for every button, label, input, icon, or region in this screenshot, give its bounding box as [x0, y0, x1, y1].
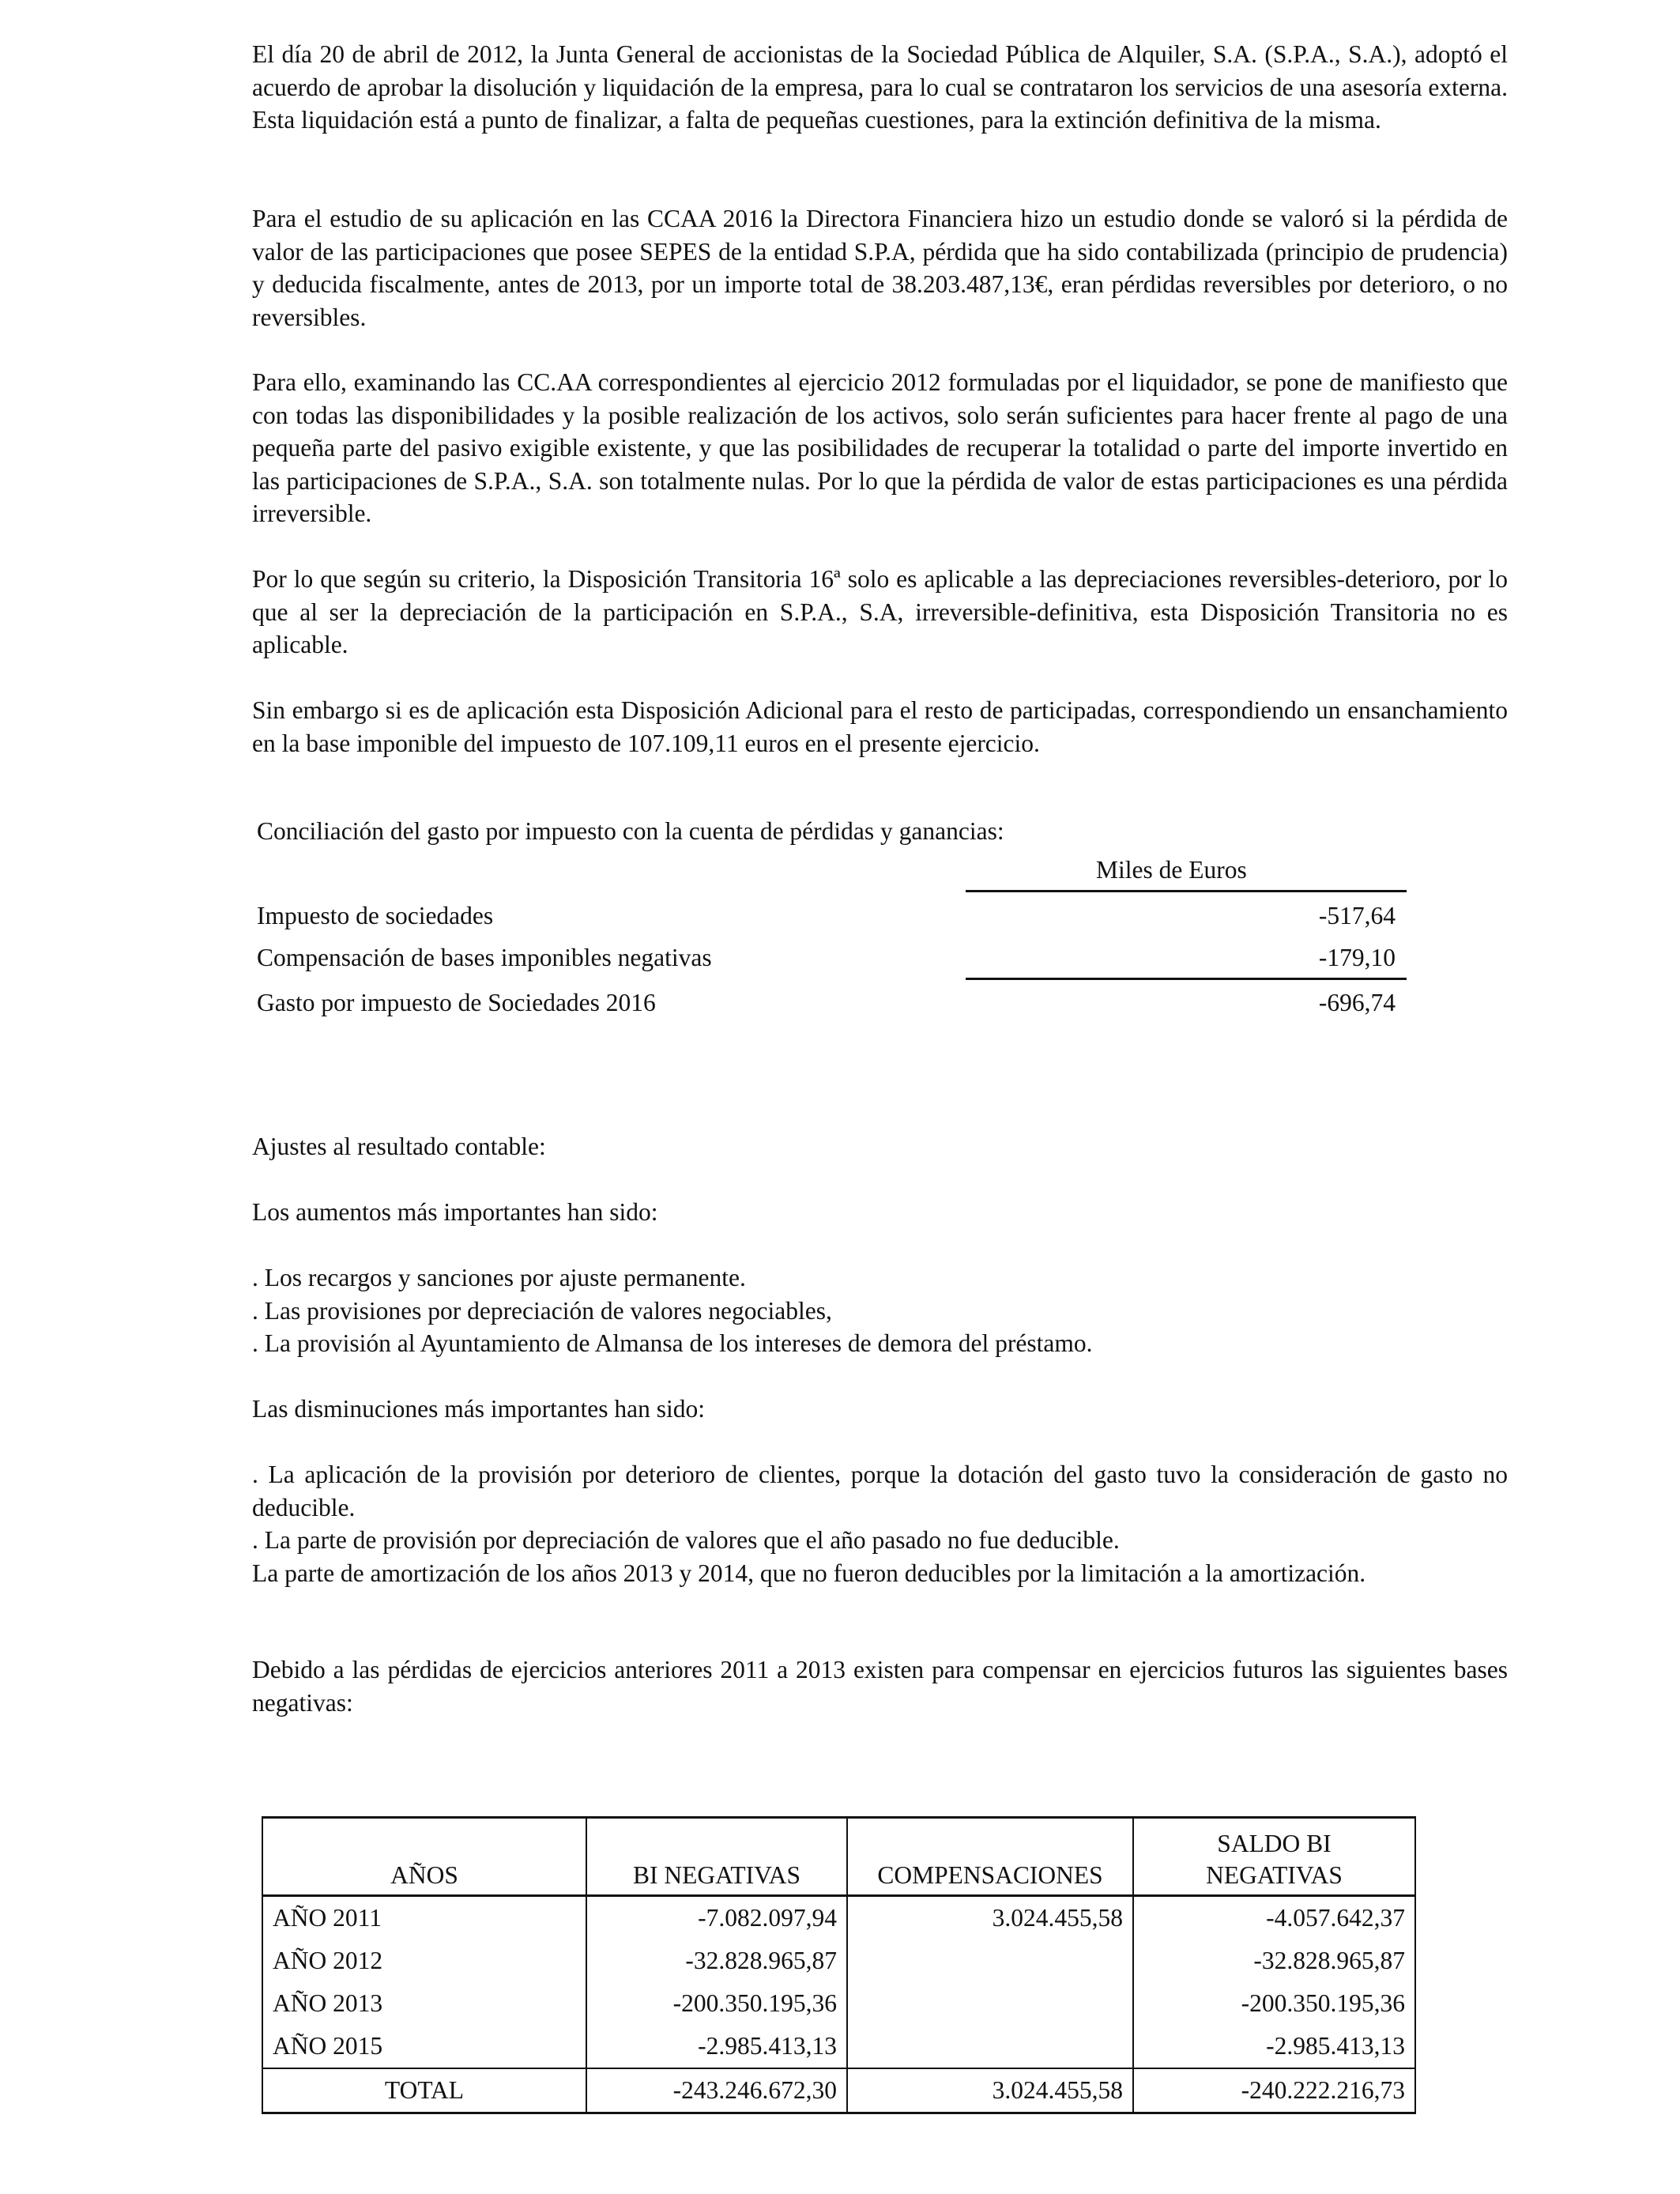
paragraph-liquidation: El día 20 de abril de 2012, la Junta General de accionistas de la Sociedad Pública de Alquiler, S.A. (S.P.A., S.A.), adoptó el acuerdo de aprobar la disolución y liquidación de la empresa, para lo cual se contrataron los servicios de una asesoría externa. Esta liquidación está a punto de finalizar, a falta de pequeñas cuestiones, para la extinción definitiva de la misma.: [252, 40, 1508, 134]
paragraph-application: Sin embargo si es de aplicación esta Disposición Adicional para el resto de participadas, correspondiendo un ensanchamiento en la base imponible del impuesto de 107.109,11 euros en el presente ejercicio.: [252, 696, 1508, 757]
conciliation-row-label: Impuesto de sociedades: [257, 902, 494, 929]
col-header-bi-negativas: BI NEGATIVAS: [586, 1818, 847, 1896]
adjustments-heading: Ajustes al resultado contable:: [252, 1133, 546, 1160]
conciliation-subtotal-rule: [966, 978, 1407, 980]
list-item: . La aplicación de la provisión por deterioro de clientes, porque la dotación del gasto tuvo la consideración de gasto no deducible.: [252, 1461, 1508, 1521]
conciliation-total-value: -696,74: [1318, 989, 1396, 1016]
conciliation-row-label: Compensación de bases imponibles negativas: [257, 944, 712, 971]
col-header-saldo-line1: SALDO BI: [1217, 1830, 1332, 1857]
cell-comp: [847, 1940, 1133, 1982]
col-header-saldo: [1133, 1818, 1415, 1896]
table-row: [262, 1896, 1415, 1940]
conciliation-row-value: -179,10: [1318, 944, 1396, 971]
cell-saldo: -200.350.195,36: [1133, 1982, 1415, 2025]
col-header-saldo-line2: NEGATIVAS: [1206, 1861, 1343, 1889]
cell-comp: [847, 1982, 1133, 2025]
paragraph-analysis: Para ello, examinando las CC.AA correspondientes al ejercicio 2012 formuladas por el liquidador, se pone de manifiesto que con todas las disponibilidades y la posible realización de los activos, solo serán suficientes para hacer frente al pago de una pequeña parte del pasivo exigible existente, y que las posibilidades de recuperar la totalidad o parte del importe invertido en las participaciones de S.P.A., S.A. son totalmente nulas. Por lo que la pérdida de valor de estas participaciones es una pérdida irreversible.: [252, 368, 1508, 527]
table-header-row: [262, 1818, 1415, 1896]
cell-year: AÑO 2015: [262, 2025, 586, 2068]
conciliation-title: Conciliación del gasto por impuesto con la cuenta de pérdidas y ganancias:: [257, 817, 1004, 845]
list-item: . Los recargos y sanciones por ajuste permanente.: [252, 1264, 746, 1291]
bases-intro: Debido a las pérdidas de ejercicios anteriores 2011 a 2013 existen para compensar en ejercicios futuros las siguientes bases negativas:: [252, 1656, 1508, 1717]
list-item: . La provisión al Ayuntamiento de Almansa de los intereses de demora del préstamo.: [252, 1329, 1093, 1357]
list-item: . Las provisiones por depreciación de valores negociables,: [252, 1296, 832, 1325]
cell-saldo: -4.057.642,37: [1133, 1896, 1415, 1940]
increases-heading: Los aumentos más importantes han sido:: [252, 1198, 658, 1226]
conciliation-total-label: Gasto por impuesto de Sociedades 2016: [257, 989, 656, 1016]
cell-comp: 3.024.455,58: [847, 1896, 1133, 1940]
list-item: La parte de amortización de los años 2013 y 2014, que no fueron deducibles por la limitación a la amortización.: [252, 1559, 1366, 1587]
decreases-heading: Las disminuciones más importantes han sido:: [252, 1395, 706, 1423]
table-row: [262, 1982, 1415, 2025]
table-total-row: [262, 2068, 1415, 2113]
conciliation-row-value: -517,64: [1318, 902, 1396, 929]
cell-total-comp: 3.024.455,58: [847, 2068, 1133, 2113]
col-header-compensaciones: COMPENSACIONES: [847, 1818, 1133, 1896]
cell-saldo: -32.828.965,87: [1133, 1940, 1415, 1982]
cell-total-label: TOTAL: [262, 2068, 586, 2113]
conciliation-unit-header: Miles de Euros: [1096, 856, 1247, 884]
cell-bi: -2.985.413,13: [586, 2025, 847, 2068]
cell-year: AÑO 2011: [262, 1896, 586, 1940]
bases-table: [262, 1816, 1416, 2114]
paragraph-criterion: Por lo que según su criterio, la Disposición Transitoria 16ª solo es aplicable a las depreciaciones reversibles-deterioro, por lo que al ser la depreciación de la participación en S.P.A., S.A, irreversible-definitiva, esta Disposición Transitoria no es aplicable.: [252, 565, 1508, 658]
cell-bi: -7.082.097,94: [586, 1896, 847, 1940]
list-item: . La parte de provisión por depreciación de valores que el año pasado no fue deducible.: [252, 1526, 1120, 1554]
increases-list: [252, 1261, 1508, 1360]
table-row: [262, 2025, 1415, 2068]
cell-comp: [847, 2025, 1133, 2068]
cell-total-bi: -243.246.672,30: [586, 2068, 847, 2113]
col-header-years: AÑOS: [262, 1818, 586, 1896]
cell-bi: -32.828.965,87: [586, 1940, 847, 1982]
conciliation-header-rule: [966, 890, 1407, 892]
paragraph-study: Para el estudio de su aplicación en las CCAA 2016 la Directora Financiera hizo un estudio donde se valoró si la pérdida de valor de las participaciones que posee SEPES de la entidad S.P.A, pérdida que ha sido contabilizada (principio de prudencia) y deducida fiscalmente, antes de 2013, por un importe total de 38.203.487,13€, eran pérdidas reversibles por deterioro, o no reversibles.: [252, 205, 1508, 331]
table-row: [262, 1940, 1415, 1982]
cell-saldo: -2.985.413,13: [1133, 2025, 1415, 2068]
cell-year: AÑO 2012: [262, 1940, 586, 1982]
cell-total-saldo: -240.222.216,73: [1133, 2068, 1415, 2113]
cell-bi: -200.350.195,36: [586, 1982, 847, 2025]
cell-year: AÑO 2013: [262, 1982, 586, 2025]
